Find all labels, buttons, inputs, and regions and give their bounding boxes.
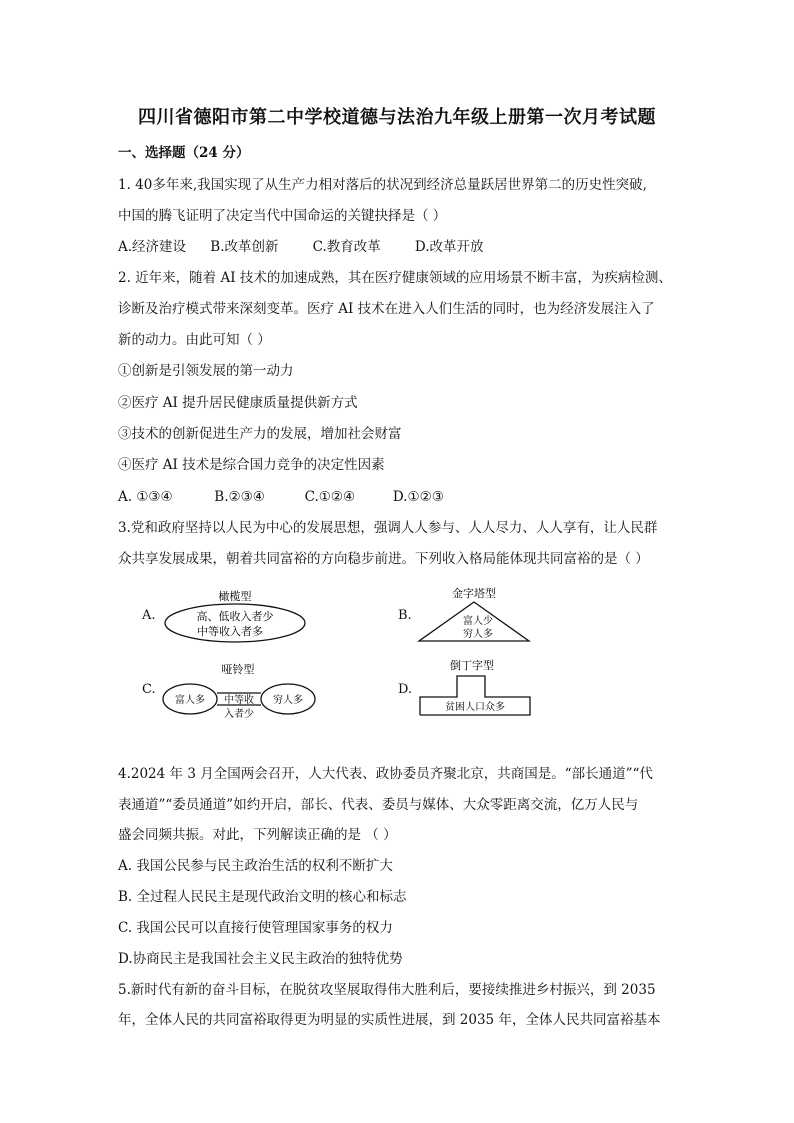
q1-line2: 中国的腾飞证明了决定当代中国命运的关键抉择是（ ）	[118, 208, 447, 224]
q1-option-d: D.改革开放	[414, 239, 484, 255]
fig-b-text2: 穷人多	[463, 629, 493, 640]
fig-c-text3: 穷人多	[273, 695, 303, 706]
dumbbell-shape-figure	[160, 660, 320, 722]
q5-line1: 5.新时代有新的奋斗目标，在脱贫攻坚展取得伟大胜利后，要接续推进乡村振兴，到 2035	[118, 982, 656, 998]
q1-line1: 1. 40多年来,我国实现了从生产力相对落后的状况到经济总量跃居世界第二的历史性突破,	[118, 177, 647, 193]
q1-option-b: B.改革创新	[210, 239, 279, 255]
q2-option-c: C.①②④	[304, 489, 356, 505]
q4-line1: 4.2024 年 3 月全国两会召开，人大代表、政协委员齐聚北京，共商国是。“部长通道”“代	[118, 766, 653, 782]
q2-statement-2: ②医疗 AI 提升居民健康质量提供新方式	[118, 395, 358, 411]
q2-statement-4: ④医疗 AI 技术是综合国力竞争的决定性因素	[118, 457, 385, 473]
fig-c-title: 哑铃型	[221, 663, 255, 676]
q2-line3: 新的动力。由此可知（ ）	[118, 332, 271, 348]
fig-b-label: B.	[398, 608, 412, 623]
fig-d-title: 倒丁字型	[450, 659, 494, 672]
q4-option-b: B. 全过程人民民主是现代政治文明的核心和标志	[118, 889, 407, 905]
q2-option-a: A. ①③④	[118, 489, 173, 505]
exam-title: 四川省德阳市第二中学校道德与法治九年级上册第一次月考试题	[138, 107, 656, 128]
fig-b-title: 金字塔型	[452, 587, 496, 600]
q2-option-b: B.②③④	[214, 489, 265, 505]
fig-c-text2: 中等收	[224, 695, 254, 706]
q1-options	[118, 237, 678, 257]
inverted-t-shape-figure	[414, 655, 538, 719]
section-heading: 一、选择题（24 分）	[118, 145, 250, 161]
q4-line2: 表通道”“委员通道”如约开启，部长、代表、委员与媒体、大众零距离交流，亿万人民与	[118, 797, 639, 813]
fig-c-text4: 入者少	[224, 709, 254, 720]
fig-c-label: C.	[142, 682, 156, 697]
fig-d-text1: 贫困人口众多	[445, 702, 505, 713]
fig-c-text1: 富人多	[175, 695, 205, 706]
q2-line1: 2. 近年来，随着 AI 技术的加速成熟，其在医疗健康领域的应用场景不断丰富，为疾病检测、	[118, 270, 672, 286]
q4-option-a: A. 我国公民参与民主政治生活的权利不断扩大	[118, 858, 393, 874]
q3-line1: 3.党和政府坚持以人民为中心的发展思想，强调人人参与、人人尽力、人人享有，让人民群	[118, 520, 658, 536]
fig-a-title: 橄榄型	[218, 590, 252, 603]
q2-option-d: D.①②③	[392, 489, 444, 505]
q5-line2: 年，全体人民的共同富裕取得更为明显的实质性进展，到 2035 年，全体人民共同富裕基本	[118, 1012, 661, 1028]
q2-options	[118, 487, 678, 507]
fig-a-label: A.	[142, 608, 156, 623]
q2-line2: 诊断及治疗模式带来深刻变革。医疗 AI 技术在进入人们生活的同时，也为经济发展注入了	[118, 301, 655, 317]
fig-d-label: D.	[398, 682, 413, 697]
olive-shape-figure	[160, 585, 310, 645]
q1-option-c: C.教育改革	[312, 239, 381, 255]
q4-option-c: C. 我国公民可以直接行使管理国家事务的权力	[118, 920, 393, 936]
q3-line2: 众共享发展成果，朝着共同富裕的方向稳步前进。下列收入格局能体现共同富裕的是（ ）	[118, 551, 649, 567]
fig-b-text1: 富人少	[463, 616, 493, 627]
q1-option-a: A.经济建设	[118, 239, 187, 255]
q2-statement-1: ①创新是引领发展的第一动力	[118, 363, 294, 379]
q2-statement-3: ③技术的创新促进生产力的发展，增加社会财富	[118, 426, 402, 442]
fig-a-text1: 高、低收入者少	[196, 610, 274, 623]
q4-option-d: D.协商民主是我国社会主义民主政治的独特优势	[118, 951, 403, 967]
pyramid-shape-figure	[412, 583, 532, 645]
fig-a-text2: 中等收入者多	[197, 625, 263, 638]
q4-line3: 盛会同频共振。对此，下列解读正确的是 （ ）	[118, 827, 397, 843]
